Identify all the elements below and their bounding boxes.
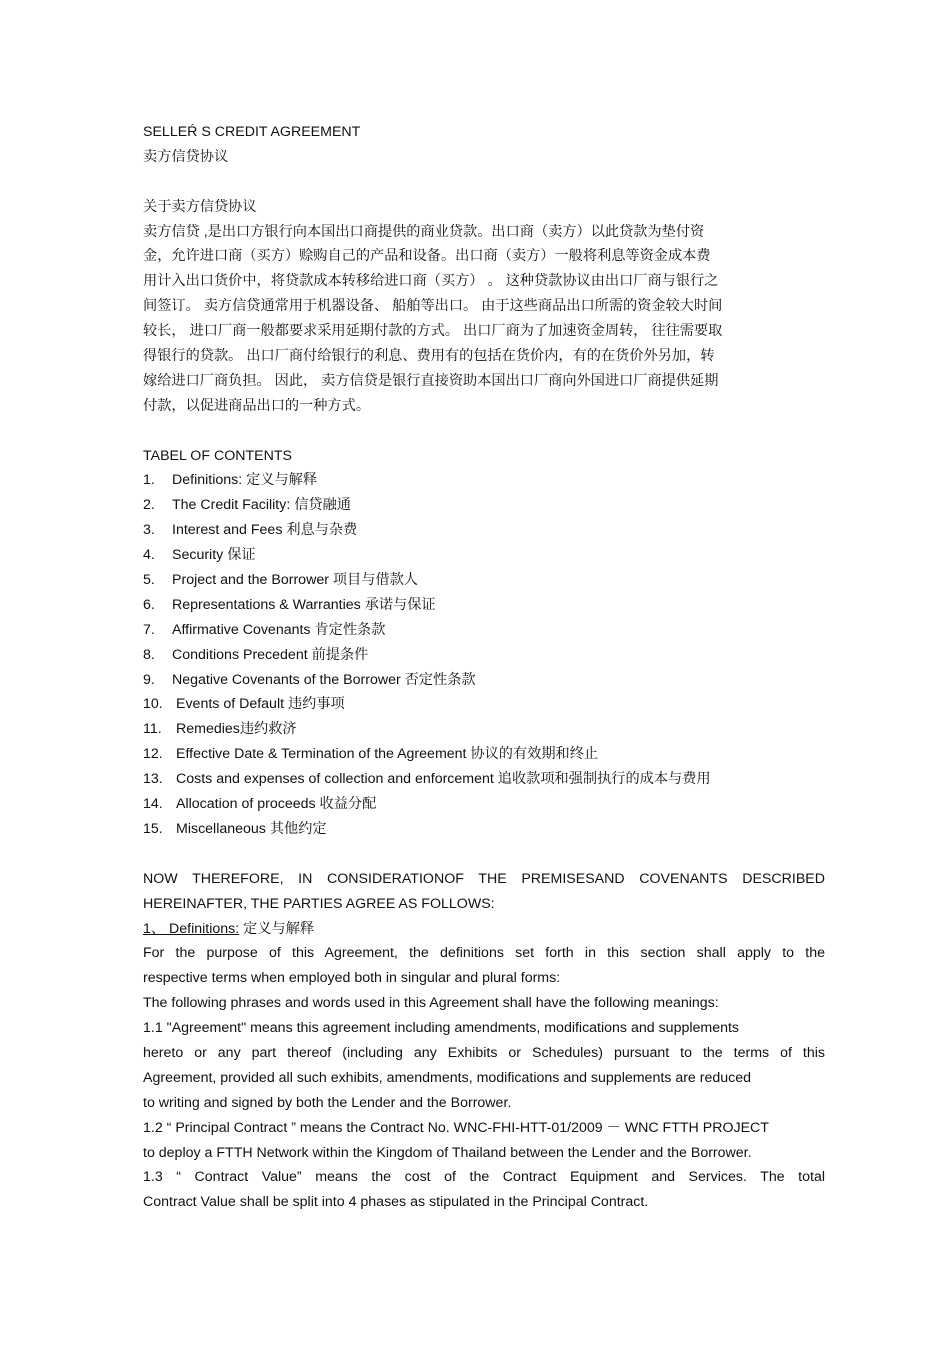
toc-item — [143, 817, 825, 842]
about-line: 用计入出口货价中，将贷款成本转移给进口商（买方） 。 这种贷款协议由出口厂商与银行之 — [143, 273, 719, 290]
about-heading: 关于卖方信贷协议 — [143, 198, 257, 215]
toc-item-number: 4. — [143, 547, 155, 564]
toc-item — [143, 668, 825, 693]
document-page — [143, 120, 825, 1215]
toc-item-label: Negative Covenants of the Borrower 否定性条款 — [172, 671, 476, 688]
definition-line: to deploy a FTTH Network within the Kingdom of Thailand between the Lender and the Borrower. — [143, 1144, 752, 1161]
toc-item — [143, 742, 825, 767]
toc-item — [143, 717, 825, 742]
paragraph-line: For the purpose of this Agreement, the definitions set forth in this section shall apply to the — [143, 945, 825, 962]
toc-item-label: Costs and expenses of collection and enforcement 追收款项和强制执行的成本与费用 — [176, 771, 711, 788]
toc-item-label: Representations & Warranties 承诺与保证 — [172, 596, 436, 613]
toc-item — [143, 493, 825, 518]
toc-item-label: The Credit Facility: 信贷融通 — [172, 497, 351, 514]
toc-item — [143, 792, 825, 817]
toc-item — [143, 692, 825, 717]
toc-item — [143, 767, 825, 792]
toc-item-number: 3. — [143, 522, 155, 539]
toc-item — [143, 568, 825, 593]
toc-item-label: Affirmative Covenants 肯定性条款 — [172, 621, 386, 638]
toc-item-number: 7. — [143, 621, 155, 638]
section-heading-en: 1、 Definitions: — [143, 920, 240, 937]
toc-item-label: Events of Default 违约事项 — [176, 696, 345, 713]
toc-item-label: Miscellaneous 其他约定 — [176, 820, 327, 837]
toc-item-number: 5. — [143, 572, 155, 589]
section-heading-zh: 定义与解释 — [239, 920, 315, 937]
about-line: 嫁给进口厂商负担。 因此， 卖方信贷是银行直接资助本国出口厂商向外国进口厂商提供延期 — [143, 372, 719, 389]
toc-item — [143, 543, 825, 568]
definition-line: 1.1 "Agreement" means this agreement including amendments, modifications and supplements — [143, 1020, 740, 1037]
toc-item — [143, 468, 825, 493]
about-line: 付款，以促进商品出口的一种方式。 — [143, 397, 371, 414]
spacer — [143, 419, 825, 444]
spacer — [143, 170, 825, 195]
toc-item-label: Definitions: 定义与解释 — [172, 472, 318, 489]
definition-line: Contract Value shall be split into 4 phases as stipulated in the Principal Contract. — [143, 1194, 649, 1211]
toc-item-label: Allocation of proceeds 收益分配 — [176, 796, 377, 813]
toc-item-number: 6. — [143, 596, 155, 613]
definition-line: 1.3 “ Contract Value” means the cost of the Contract Equipment and Services. The total — [143, 1169, 825, 1186]
about-line: 较长， 进口厂商一般都要求采用延期付款的方式。 出口厂商为了加速资金周转， 往往需要取 — [143, 323, 723, 340]
preamble-line: HEREINAFTER, THE PARTIES AGREE AS FOLLOWS: — [143, 895, 495, 912]
toc-item-number: 13. — [143, 771, 163, 788]
toc-item-label: Project and the Borrower 项目与借款人 — [172, 572, 418, 589]
definition-line: Agreement, provided all such exhibits, amendments, modifications and supplements are reduced — [143, 1069, 752, 1086]
spacer — [143, 842, 825, 867]
definition-line: 1.2 “ Principal Contract ” means the Contract No. WNC-FHI-HTT-01/2009 － WNC FTTH PROJECT — [143, 1119, 769, 1136]
about-line: 得银行的贷款。 出口厂商付给银行的利息、费用有的包括在货价内，有的在货价外另加，转 — [143, 348, 715, 365]
toc-item — [143, 643, 825, 668]
toc-item-label: Effective Date & Termination of the Agreement 协议的有效期和终止 — [176, 746, 599, 763]
toc-item-number: 12. — [143, 746, 163, 763]
toc-item-label: Interest and Fees 利息与杂费 — [172, 522, 358, 539]
toc-item-number: 8. — [143, 646, 155, 663]
definition-line: hereto or any part thereof (including any Exhibits or Schedules) pursuant to the terms of this — [143, 1044, 825, 1061]
toc-item-label: Conditions Precedent 前提条件 — [172, 646, 369, 663]
section-heading — [143, 917, 825, 942]
toc-item-number: 10. — [143, 696, 163, 713]
document-title-zh: 卖方信贷协议 — [143, 148, 229, 165]
toc-item-label: Security 保证 — [172, 547, 256, 564]
toc-item-number: 14. — [143, 796, 163, 813]
toc-item — [143, 593, 825, 618]
toc-item — [143, 618, 825, 643]
toc-item-number: 15. — [143, 820, 163, 837]
toc-item-label: Remedies违约救济 — [176, 721, 297, 738]
toc-item — [143, 518, 825, 543]
about-line: 金，允许进口商（买方）赊购自己的产品和设备。出口商（卖方）一般将利息等资金成本费 — [143, 248, 711, 265]
about-line: 间签订。 卖方信贷通常用于机器设备、 船舶等出口。 由于这些商品出口所需的资金较大时间 — [143, 298, 723, 315]
preamble-line: NOW THEREFORE, IN CONSIDERATIONOF THE PREMISESAND COVENANTS DESCRIBED — [143, 870, 825, 887]
toc-heading: TABEL OF CONTENTS — [143, 447, 292, 464]
about-line: 卖方信贷 ,是出口方银行向本国出口商提供的商业贷款。出口商（卖方）以此贷款为垫付资 — [143, 223, 705, 240]
toc-item-number: 1. — [143, 472, 155, 489]
toc-item-number: 9. — [143, 671, 155, 688]
paragraph-line: The following phrases and words used in this Agreement shall have the following meanings: — [143, 995, 719, 1012]
paragraph-line: respective terms when employed both in singular and plural forms: — [143, 970, 561, 987]
definition-line: to writing and signed by both the Lender and the Borrower. — [143, 1094, 512, 1111]
toc-item-number: 2. — [143, 497, 155, 514]
toc-item-number: 11. — [143, 721, 162, 738]
document-title-en: SELLEŔ S CREDIT AGREEMENT — [143, 124, 361, 140]
